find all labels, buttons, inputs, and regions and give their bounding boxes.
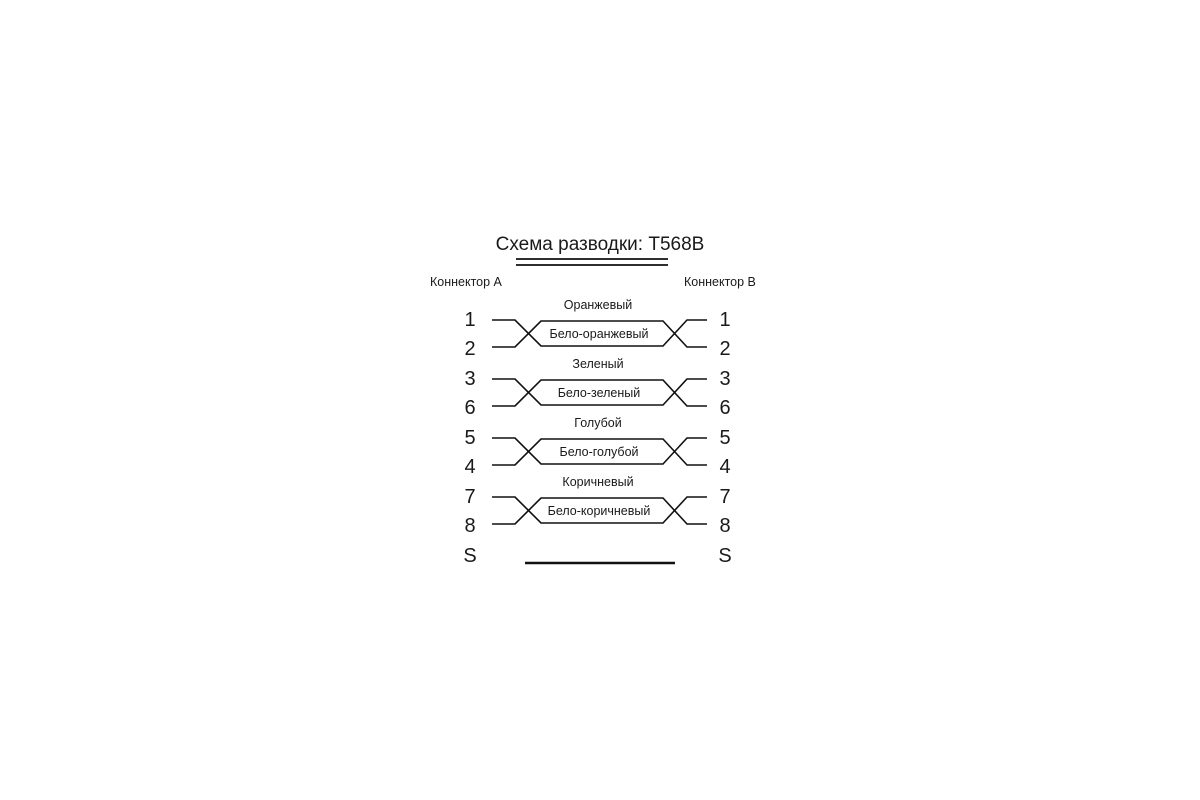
shield-pin-b: S: [718, 545, 732, 567]
pair-color-label: Коричневый: [562, 475, 634, 489]
pair-white-label: Бело-голубой: [559, 445, 639, 459]
wire-pair-blue: [464, 416, 730, 478]
pair-color-label: Зеленый: [572, 357, 624, 371]
pin-a-bottom: 2: [464, 338, 476, 360]
pin-a-top: 5: [464, 427, 476, 449]
pin-b-top: 5: [719, 427, 731, 449]
pin-a-bottom: 8: [464, 515, 476, 537]
pin-b-top: 7: [719, 486, 731, 508]
pair-white-label: Бело-коричневый: [547, 504, 651, 518]
wire-pair-green: [464, 357, 730, 419]
pin-b-bottom: 4: [719, 456, 731, 478]
pair-color-label: Голубой: [574, 416, 622, 430]
pair-color-label: Оранжевый: [563, 298, 633, 312]
pin-b-bottom: 2: [719, 338, 731, 360]
pair-white-label: Бело-зеленый: [557, 386, 641, 400]
pin-a-top: 7: [464, 486, 476, 508]
shield-pin-a: S: [463, 545, 477, 567]
pair-white-label: Бело-оранжевый: [549, 327, 649, 341]
pin-a-bottom: 6: [464, 397, 476, 419]
pin-a-bottom: 4: [464, 456, 476, 478]
pin-b-top: 1: [719, 309, 731, 331]
connector-b-label: Коннектор В: [684, 275, 756, 289]
pin-a-top: 1: [464, 309, 476, 331]
wire-pair-orange: [464, 298, 730, 360]
wire-pair-brown: [464, 475, 730, 537]
diagram-title: Схема разводки: T568B: [495, 234, 705, 255]
pin-b-bottom: 8: [719, 515, 731, 537]
pin-b-top: 3: [719, 368, 731, 390]
connector-a-label: Коннектор А: [430, 275, 502, 289]
pin-a-top: 3: [464, 368, 476, 390]
pin-b-bottom: 6: [719, 397, 731, 419]
